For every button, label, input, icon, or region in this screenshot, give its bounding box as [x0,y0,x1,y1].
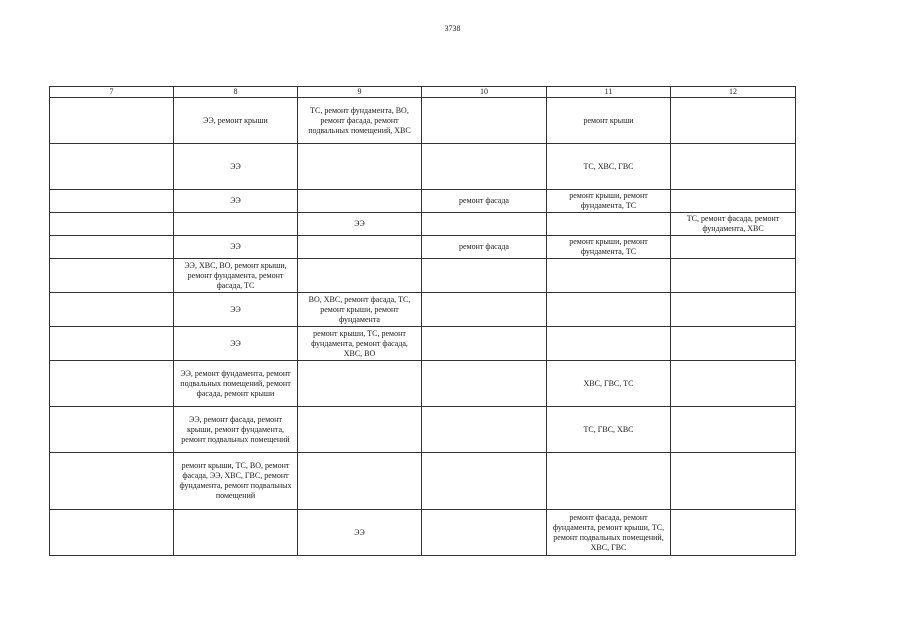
table-cell [422,327,547,361]
table-cell: ЭЭ, ремонт крыши [174,98,298,144]
table-cell [50,407,174,453]
table-cell: ремонт крыши, ремонт фундамента, ТС [547,190,671,213]
table-cell [174,510,298,556]
table-cell [422,453,547,510]
table-cell: ремонт крыши, ТС, ВО, ремонт фасада, ЭЭ, ХВС, ГВС, ремонт фундамента, ремонт подвальных помещений [174,453,298,510]
table-cell [422,213,547,236]
table-row [50,144,796,190]
table-cell [50,236,174,259]
table-cell [671,259,796,293]
table-cell [547,259,671,293]
table-row [50,510,796,556]
table-cell [547,293,671,327]
table-cell [298,144,422,190]
table-cell [547,327,671,361]
table-cell [422,510,547,556]
column-header: 11 [547,87,671,98]
table-cell: ТС, ремонт фасада, ремонт фундамента, ХВС [671,213,796,236]
table-cell: ЭЭ [174,144,298,190]
table-cell [671,510,796,556]
table-row [50,236,796,259]
table-cell: ЭЭ [174,327,298,361]
table-cell [298,259,422,293]
table-cell: ремонт фасада, ремонт фундамента, ремонт крыши, ТС, ремонт подвальных помещений, ХВС, ГВС [547,510,671,556]
table-row [50,293,796,327]
table-cell: ТС, ГВС, ХВС [547,407,671,453]
table-cell [547,453,671,510]
table-cell [50,510,174,556]
table-cell [671,361,796,407]
table-row [50,327,796,361]
table-cell: ремонт крыши, ремонт фундамента, ТС [547,236,671,259]
table-cell: ЭЭ [174,236,298,259]
table-row [50,213,796,236]
column-header: 12 [671,87,796,98]
table-cell [298,236,422,259]
header-row [50,87,796,98]
table-row [50,453,796,510]
table-cell [50,259,174,293]
table-cell [50,190,174,213]
table-row [50,407,796,453]
column-header: 7 [50,87,174,98]
table-cell: ЭЭ [174,190,298,213]
table-row [50,361,796,407]
table-cell [671,293,796,327]
table-cell [422,259,547,293]
table-row [50,259,796,293]
table-cell: ТС, ремонт фундамента, ВО, ремонт фасада, ремонт подвальных помещений, ХВС [298,98,422,144]
table-row [50,190,796,213]
table-cell [50,453,174,510]
table-cell: ЭЭ [298,510,422,556]
table-cell [671,407,796,453]
table-row [50,98,796,144]
table-cell [50,213,174,236]
table-cell [50,144,174,190]
table-cell [50,327,174,361]
column-header: 9 [298,87,422,98]
table-cell [298,190,422,213]
table-cell: ремонт фасада [422,236,547,259]
column-header: 8 [174,87,298,98]
table-cell: ремонт крыши, ТС, ремонт фундамента, ремонт фасада, ХВС, ВО [298,327,422,361]
table-cell [50,293,174,327]
page-number: 3738 [444,24,461,33]
table-cell [671,453,796,510]
table-cell [671,327,796,361]
table-cell [671,144,796,190]
table-cell [298,361,422,407]
table-cell [50,98,174,144]
table-cell: ремонт крыши [547,98,671,144]
data-table [49,86,796,556]
table-cell [298,453,422,510]
table-cell [671,190,796,213]
table-cell [671,236,796,259]
column-header: 10 [422,87,547,98]
table-cell [671,98,796,144]
table-cell: ХВС, ГВС, ТС [547,361,671,407]
table-cell [422,407,547,453]
table-cell [547,213,671,236]
table-cell: ТС, ХВС, ГВС [547,144,671,190]
table-cell: ЭЭ [174,293,298,327]
table-cell [422,293,547,327]
table-cell [422,98,547,144]
table-cell: ремонт фасада [422,190,547,213]
table-cell: ЭЭ, ремонт фундамента, ремонт подвальных помещений, ремонт фасада, ремонт крыши [174,361,298,407]
table-cell: ЭЭ, ремонт фасада, ремонт крыши, ремонт фундамента, ремонт подвальных помещений [174,407,298,453]
table-cell [50,361,174,407]
table-cell [422,144,547,190]
table-cell [422,361,547,407]
table-cell: ЭЭ [298,213,422,236]
table-cell: ВО, ХВС, ремонт фасада, ТС, ремонт крыши, ремонт фундамента [298,293,422,327]
table-cell: ЭЭ, ХВС, ВО, ремонт крыши, ремонт фундамента, ремонт фасада, ТС [174,259,298,293]
table-cell [298,407,422,453]
table-cell [174,213,298,236]
